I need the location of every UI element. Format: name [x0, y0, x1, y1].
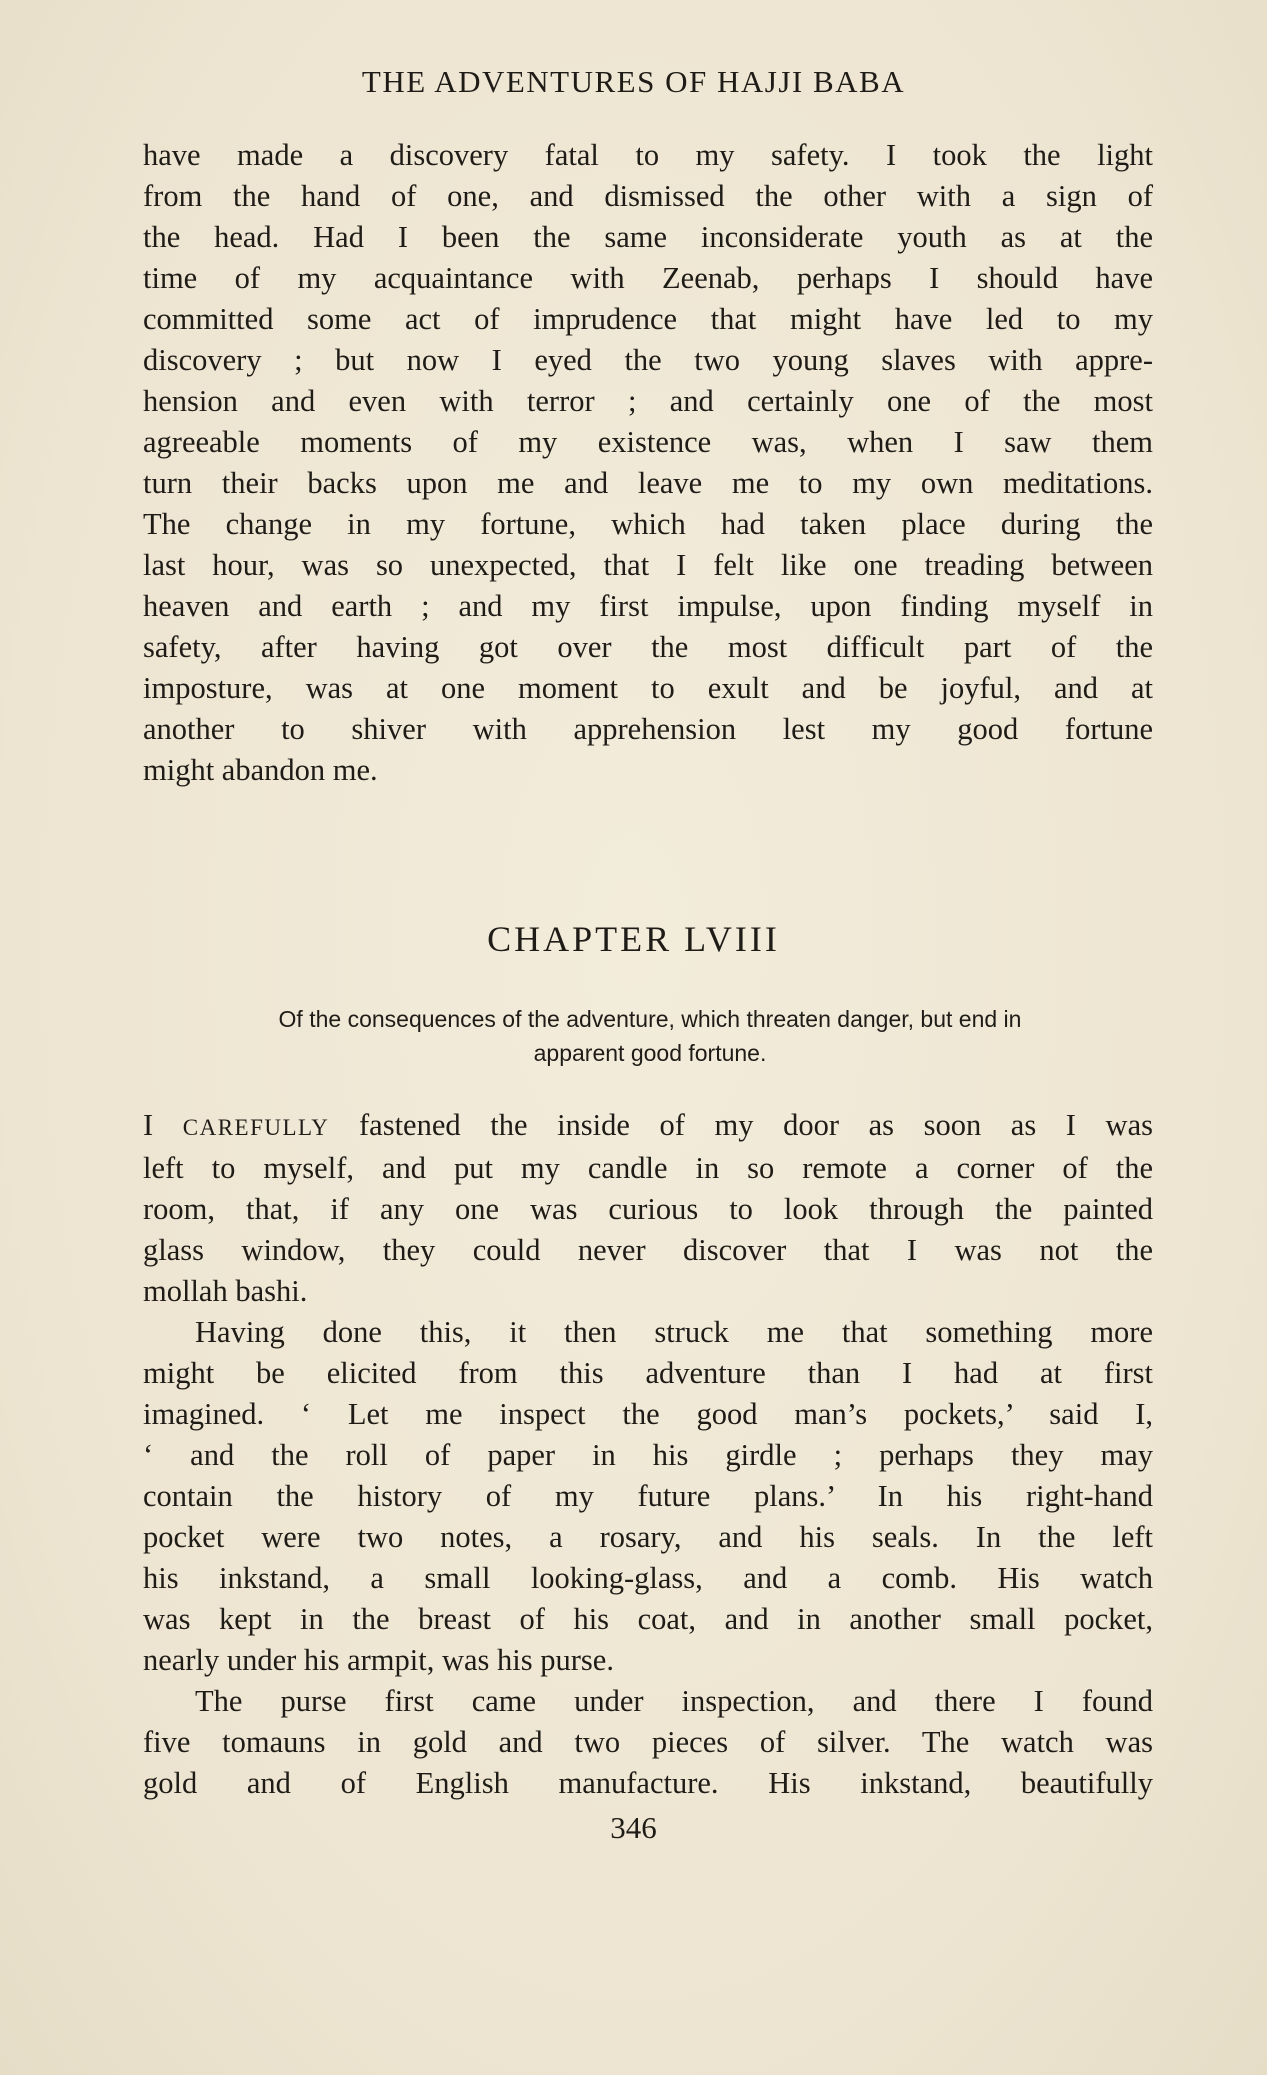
text-line-rest: fastened the inside of my door as soon as I was [359, 1108, 1153, 1142]
top-passage [143, 135, 1153, 791]
text-line: imagined. ‘ Let me inspect the good man’s pockets,’ said I, [143, 1397, 1153, 1431]
text-line: have made a discovery fatal to my safety. I took the light [143, 138, 1153, 172]
text-line: turn their backs upon me and leave me to my own meditations. [143, 466, 1153, 500]
drop-word: I [143, 1108, 154, 1142]
chapter-title: CHAPTER LVIII [487, 919, 780, 959]
text-line: last hour, was so unexpected, that I felt like one treading between [143, 548, 1153, 582]
text-line: gold and of English manufacture. His inkstand, beautifully [143, 1766, 1153, 1800]
lead-word-smallcaps: CAREFULLY [182, 1115, 330, 1140]
text-line: contain the history of my future plans.’ In his right-hand [143, 1479, 1153, 1513]
text-line: left to myself, and put my candle in so remote a corner of the [143, 1151, 1153, 1185]
text-line: room, that, if any one was curious to look through the painted [143, 1192, 1153, 1226]
text-line: mollah bashi. [143, 1274, 308, 1308]
summary-line: apparent good fortune. [533, 1040, 767, 1066]
text-line: agreeable moments of my existence was, when I saw them [143, 425, 1153, 459]
text-line: time of my acquaintance with Zeenab, perhaps I should have [143, 261, 1153, 295]
text-line: committed some act of imprudence that might have led to my [143, 302, 1153, 336]
page-number: 346 [610, 1810, 657, 1845]
text-line: The change in my fortune, which had taken place during the [143, 507, 1153, 541]
text-line: the head. Had I been the same inconsiderate youth as at the [143, 220, 1153, 254]
text-line [143, 1105, 1153, 1148]
text-line: The purse first came under inspection, and there I found [195, 1684, 1153, 1718]
text-line: ‘ and the roll of paper in his girdle ; perhaps they may [143, 1438, 1153, 1472]
text-line: might be elicited from this adventure than I had at first [143, 1356, 1153, 1390]
text-line: five tomauns in gold and two pieces of silver. The watch was [143, 1725, 1153, 1759]
summary-line: Of the consequences of the adventure, which threaten danger, but end in [278, 1006, 1022, 1032]
text-line: pocket were two notes, a rosary, and his seals. In the left [143, 1520, 1153, 1554]
text-line: his inkstand, a small looking-glass, and a comb. His watch [143, 1561, 1153, 1595]
chapter-summary [155, 1002, 1145, 1070]
text-line: safety, after having got over the most difficult part of the [143, 630, 1153, 664]
text-line: another to shiver with apprehension lest my good fortune [143, 712, 1153, 746]
text-line: might abandon me. [143, 753, 378, 787]
text-line: was kept in the breast of his coat, and in another small pocket, [143, 1602, 1153, 1636]
text-line: Having done this, it then struck me that something more [195, 1315, 1153, 1349]
text-line: glass window, they could never discover that I was not the [143, 1233, 1153, 1267]
text-line: hension and even with terror ; and certainly one of the most [143, 384, 1153, 418]
text-line: imposture, was at one moment to exult and be joyful, and at [143, 671, 1153, 705]
chapter-text [143, 1105, 1153, 1804]
text-line: heaven and earth ; and my first impulse, upon finding myself in [143, 589, 1153, 623]
text-line: discovery ; but now I eyed the two young slaves with appre- [143, 343, 1153, 377]
text-line: from the hand of one, and dismissed the other with a sign of [143, 179, 1153, 213]
running-head: THE ADVENTURES OF HAJJI BABA [361, 64, 906, 99]
text-line: nearly under his armpit, was his purse. [143, 1643, 614, 1677]
